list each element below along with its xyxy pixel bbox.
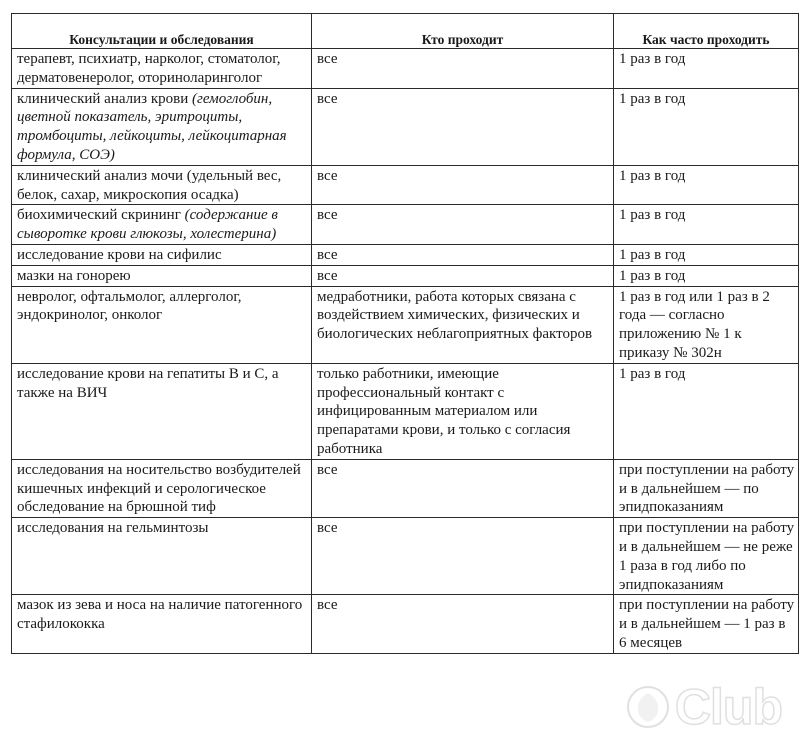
consultation-detail-text: (содержание в сыворотке крови глюкозы, холестерина) [17,207,278,243]
header-who: Кто проходит [312,14,614,49]
table-row [12,363,799,459]
header-consultations: Консультации и обследования [12,14,312,49]
consultation-text: биохимический скрининг [17,207,185,224]
table-row [12,49,799,89]
table-row [12,459,799,517]
watermark-logo-icon [625,684,671,730]
table-row [12,518,799,595]
table-row [12,265,799,286]
cell-consultation [12,363,312,459]
table-row [12,286,799,363]
cell-who: все [312,165,614,205]
cell-who: все [312,88,614,165]
site-watermark [625,678,782,736]
cell-frequency: 1 раз в год или 1 раз в 2 года — согласно приложению № 1 к приказу № 302н [614,286,799,363]
medical-exam-table [11,13,799,654]
cell-consultation [12,88,312,165]
table-row [12,165,799,205]
table-header-row [12,14,799,49]
table-row [12,595,799,653]
watermark-text: Club [674,679,782,735]
cell-frequency: при поступлении на работу и в дальнейшем — не реже 1 раза в год либо по эпидпоказаниям [614,518,799,595]
table-row [12,88,799,165]
cell-consultation [12,49,312,89]
cell-who: все [312,265,614,286]
consultation-text: исследования на гельминтозы [17,520,209,537]
consultation-text: клинический анализ крови [17,90,192,107]
cell-consultation [12,459,312,517]
consultation-text: терапевт, психиатр, нарколог, стоматолог, дерматовенеролог, оториноларинголог [17,51,281,86]
cell-frequency: при поступлении на работу и в дальнейшем — 1 раз в 6 месяцев [614,595,799,653]
consultation-text: исследования на носительство возбудителей кишечных инфекций и серологическое обследование на брюшной тиф [17,461,301,516]
cell-who: все [312,518,614,595]
consultation-text: мазки на гонорею [17,267,131,284]
header-frequency: Как часто проходить [614,14,799,49]
cell-consultation [12,518,312,595]
consultation-text: исследование крови на сифилис [17,246,222,263]
cell-frequency: 1 раз в год [614,265,799,286]
cell-consultation [12,244,312,265]
cell-who: все [312,459,614,517]
cell-frequency: 1 раз в год [614,49,799,89]
consultation-text: исследование крови на гепатиты В и С, а также на ВИЧ [17,365,279,401]
cell-consultation [12,165,312,205]
cell-frequency: при поступлении на работу и в дальнейшем — по эпидпоказаниям [614,459,799,517]
cell-who: все [312,595,614,653]
consultation-text: мазок из зева и носа на наличие патогенного стафилококка [17,597,303,633]
table-row [12,205,799,245]
cell-frequency: 1 раз в год [614,165,799,205]
table-row [12,244,799,265]
cell-frequency: 1 раз в год [614,244,799,265]
cell-consultation [12,286,312,363]
consultation-text: невролог, офтальмолог, аллерголог, эндокринолог, онколог [17,288,242,324]
cell-who: все [312,49,614,89]
consultation-text: клинический анализ мочи (удельный вес, белок, сахар, микроскопия осадка) [17,167,282,203]
cell-frequency: 1 раз в год [614,88,799,165]
consultation-detail-text: (гемоглобин, цветной показатель, эритроциты, тромбоциты, лейкоциты, лейкоцитарная формула, СОЭ) [17,90,287,163]
cell-who: только работники, имеющие профессиональный контакт с инфицированным материалом или препаратами крови, и только с согласия работника [312,363,614,459]
cell-consultation [12,595,312,653]
cell-frequency: 1 раз в год [614,205,799,245]
cell-consultation [12,205,312,245]
cell-who: все [312,205,614,245]
cell-who: медработники, работа которых связана с воздействием химических, физических и биологических неблагоприятных факторов [312,286,614,363]
cell-frequency: 1 раз в год [614,363,799,459]
cell-who: все [312,244,614,265]
cell-consultation [12,265,312,286]
